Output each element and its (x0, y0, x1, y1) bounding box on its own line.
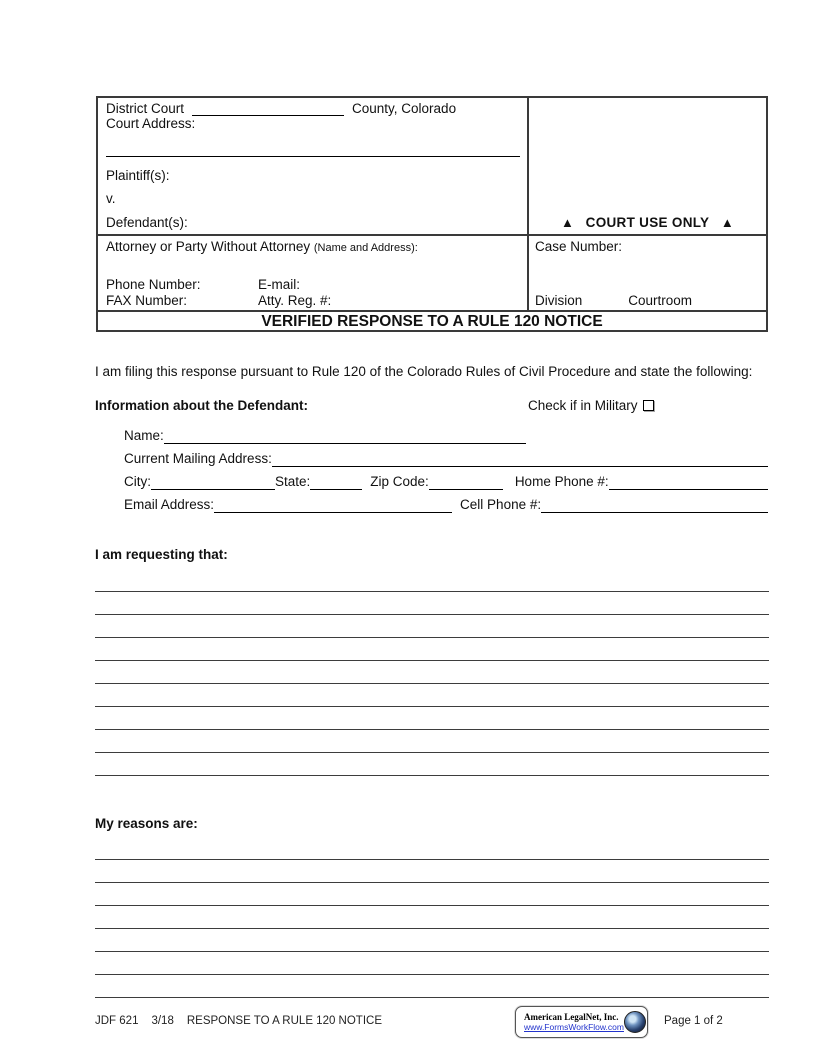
case-number-cell (529, 236, 766, 310)
attorney-label: Attorney or Party Without Attorney (106, 239, 311, 254)
intro-paragraph: I am filing this response pursuant to Rule 120 of the Colorado Rules of Civil Procedure and state the following: (95, 364, 753, 379)
versus-label: v. (106, 191, 116, 206)
military-checkbox[interactable] (643, 400, 654, 411)
writing-line[interactable] (95, 707, 769, 730)
writing-line[interactable] (95, 860, 769, 883)
division-courtroom-row (535, 293, 760, 309)
writing-line[interactable] (95, 730, 769, 753)
form-title: VERIFIED RESPONSE TO A RULE 120 NOTICE (98, 310, 766, 330)
writing-line[interactable] (95, 883, 769, 906)
court-address-input-line[interactable] (106, 131, 520, 157)
name-input-line[interactable] (164, 429, 526, 444)
mailing-address-input-line[interactable] (272, 452, 768, 467)
court-use-only-label: COURT USE ONLY (585, 215, 710, 230)
email-label: E-mail: (258, 277, 301, 292)
attorney-cell (98, 236, 529, 310)
triangle-right-icon: ▲ (720, 215, 734, 230)
fax-number-label: FAX Number: (106, 292, 188, 308)
email-cell-row (124, 490, 768, 513)
phone-email-row (106, 277, 519, 293)
email-address-input-line[interactable] (214, 498, 452, 513)
city-state-zip-row (124, 467, 768, 490)
phone-number-label: Phone Number: (106, 277, 201, 292)
military-check-group (528, 398, 654, 413)
requesting-write-area (95, 569, 769, 776)
writing-line[interactable] (95, 952, 769, 975)
logo-company-name: American LegalNet, Inc. (524, 1012, 619, 1022)
form-number: JDF 621 (95, 1015, 139, 1027)
cell-phone-label: Cell Phone #: (460, 497, 542, 512)
writing-line[interactable] (95, 975, 769, 998)
court-caption-table (96, 96, 768, 332)
mailing-address-row (124, 444, 768, 467)
american-legalnet-logo (515, 1006, 648, 1038)
state-label: State: (275, 474, 311, 489)
defendant-fields (124, 421, 768, 513)
court-use-cell (529, 98, 766, 234)
writing-line[interactable] (95, 592, 769, 615)
writing-line[interactable] (95, 906, 769, 929)
attorney-note: (Name and Address): (313, 242, 418, 254)
globe-icon (624, 1011, 646, 1033)
case-number-label: Case Number: (535, 239, 623, 254)
defendant-info-heading-row (95, 398, 768, 413)
form-revision: 3/18 (151, 1015, 174, 1027)
page-number-label: Page 1 of 2 (664, 1015, 723, 1027)
triangle-left-icon: ▲ (561, 215, 575, 230)
writing-line[interactable] (95, 615, 769, 638)
reasons-heading: My reasons are: (95, 816, 198, 831)
home-phone-input-line[interactable] (609, 475, 768, 490)
writing-line[interactable] (95, 638, 769, 661)
city-input-line[interactable] (151, 475, 275, 490)
court-info-cell (98, 98, 529, 234)
county-suffix-label: County, Colorado (352, 101, 457, 116)
name-label: Name: (124, 428, 164, 443)
writing-line[interactable] (95, 753, 769, 776)
reasons-write-area (95, 837, 769, 998)
email-address-label: Email Address: (124, 497, 215, 512)
division-label: Division (535, 292, 583, 308)
writing-line[interactable] (95, 929, 769, 952)
writing-line[interactable] (95, 661, 769, 684)
zip-label: Zip Code: (370, 474, 429, 489)
county-input-line[interactable] (192, 102, 344, 116)
home-phone-label: Home Phone #: (514, 474, 609, 489)
writing-line[interactable] (95, 684, 769, 707)
writing-line[interactable] (95, 837, 769, 860)
attorney-contact-block (106, 277, 519, 308)
defendant-label: Defendant(s): (106, 215, 188, 230)
court-address-label: Court Address: (106, 116, 196, 131)
military-label: Check if in Military (528, 398, 638, 413)
logo-text-block (524, 1012, 624, 1032)
caption-row-attorney (98, 234, 766, 310)
requesting-heading: I am requesting that: (95, 547, 228, 562)
district-court-line (106, 101, 519, 116)
form-name: RESPONSE TO A RULE 120 NOTICE (186, 1015, 383, 1027)
district-court-label: District Court (106, 101, 185, 116)
state-input-line[interactable] (310, 475, 362, 490)
zip-input-line[interactable] (429, 475, 503, 490)
defendant-info-heading: Information about the Defendant: (95, 398, 308, 413)
court-use-only-banner (535, 215, 760, 230)
attorney-label-line (106, 239, 519, 256)
logo-website-link[interactable]: www.FormsWorkFlow.com (524, 1022, 624, 1032)
fax-attyreg-row (106, 293, 519, 309)
caption-row-court-info (98, 98, 766, 234)
atty-reg-label: Atty. Reg. #: (258, 292, 332, 308)
mailing-address-label: Current Mailing Address: (124, 451, 272, 466)
name-row (124, 421, 768, 444)
footer-form-id (95, 1015, 382, 1027)
plaintiff-label: Plaintiff(s): (106, 168, 170, 183)
writing-line[interactable] (95, 569, 769, 592)
courtroom-label: Courtroom (628, 292, 693, 308)
city-label: City: (124, 474, 151, 489)
cell-phone-input-line[interactable] (541, 498, 768, 513)
